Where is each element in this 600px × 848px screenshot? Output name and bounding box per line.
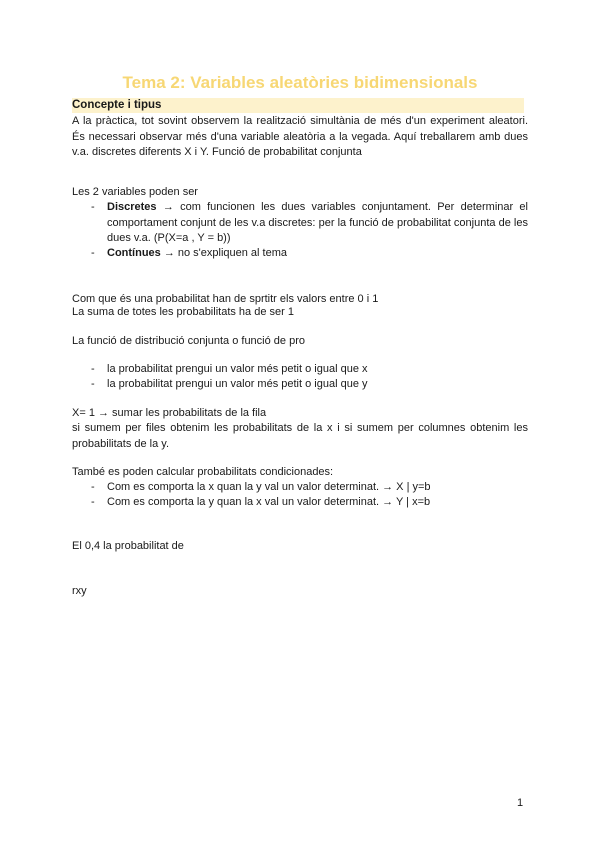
list-dash: - xyxy=(91,481,95,493)
desc-discretes: → com funcionen les dues variables conjuntament. Per determinar el comportament conjunt de les v.a discretes: per la funció de probabilitat conjunta de les dues v.a. (P(X=a , Y = b)) xyxy=(107,201,528,244)
list-item-continues xyxy=(91,246,528,262)
conditional-intro: També es poden calcular probabilitats condicionades: xyxy=(72,466,334,478)
list-text: Com es comporta la y quan la x val un valor determinat. → Y | x=b xyxy=(107,496,431,508)
prob-line-1: Com que és una probabilitat han de sprtitr els valors entre 0 i 1 xyxy=(72,293,379,305)
list-item xyxy=(91,362,528,378)
prob-line-2: La suma de totes les probabilitats ha de ser 1 xyxy=(72,306,294,318)
list-item xyxy=(91,495,528,511)
list-item xyxy=(91,377,528,393)
list-text: la probabilitat prengui un valor més petit o igual que x xyxy=(107,363,368,375)
list-item xyxy=(91,480,528,496)
page-number: 1 xyxy=(517,797,524,809)
sum-line-2: si sumem per files obtenim les probabilitats de la x i si sumem per columnes obtenim les probabilitats de la y. xyxy=(72,422,528,450)
list-dash: - xyxy=(91,378,95,390)
list-dash: - xyxy=(91,247,95,259)
list-text: Com es comporta la x quan la y val un valor determinat. → X | y=b xyxy=(107,481,431,493)
list-item-discretes xyxy=(91,200,528,247)
note-rxy: rxy xyxy=(72,585,87,597)
list-text: la probabilitat prengui un valor més petit o igual que y xyxy=(107,378,368,390)
page-title: Tema 2: Variables aleatòries bidimensionals xyxy=(122,73,478,92)
note-probability: El 0,4 la probabilitat de xyxy=(72,540,184,552)
term-discretes: Discretes xyxy=(107,201,157,213)
types-intro: Les 2 variables poden ser xyxy=(72,186,198,198)
list-dash: - xyxy=(91,496,95,508)
intro-paragraph: A la pràctica, tot sovint observem la realització simultània de més d'un experiment aleatori. És necessari observar més d'una variable aleatòria a la vegada. Aquí treballarem amb dues v.a. discretes diferents X i Y. Funció de probabilitat conjunta xyxy=(72,115,528,158)
list-dash: - xyxy=(91,201,95,213)
list-dash: - xyxy=(91,363,95,375)
sum-line-1: X= 1 → sumar les probabilitats de la fila xyxy=(72,407,267,419)
term-continues: Contínues xyxy=(107,247,161,259)
distribution-line: La funció de distribució conjunta o funció de pro xyxy=(72,335,305,347)
section-heading: Concepte i tipus xyxy=(72,98,524,113)
desc-continues: → no s'expliquen al tema xyxy=(160,247,288,259)
